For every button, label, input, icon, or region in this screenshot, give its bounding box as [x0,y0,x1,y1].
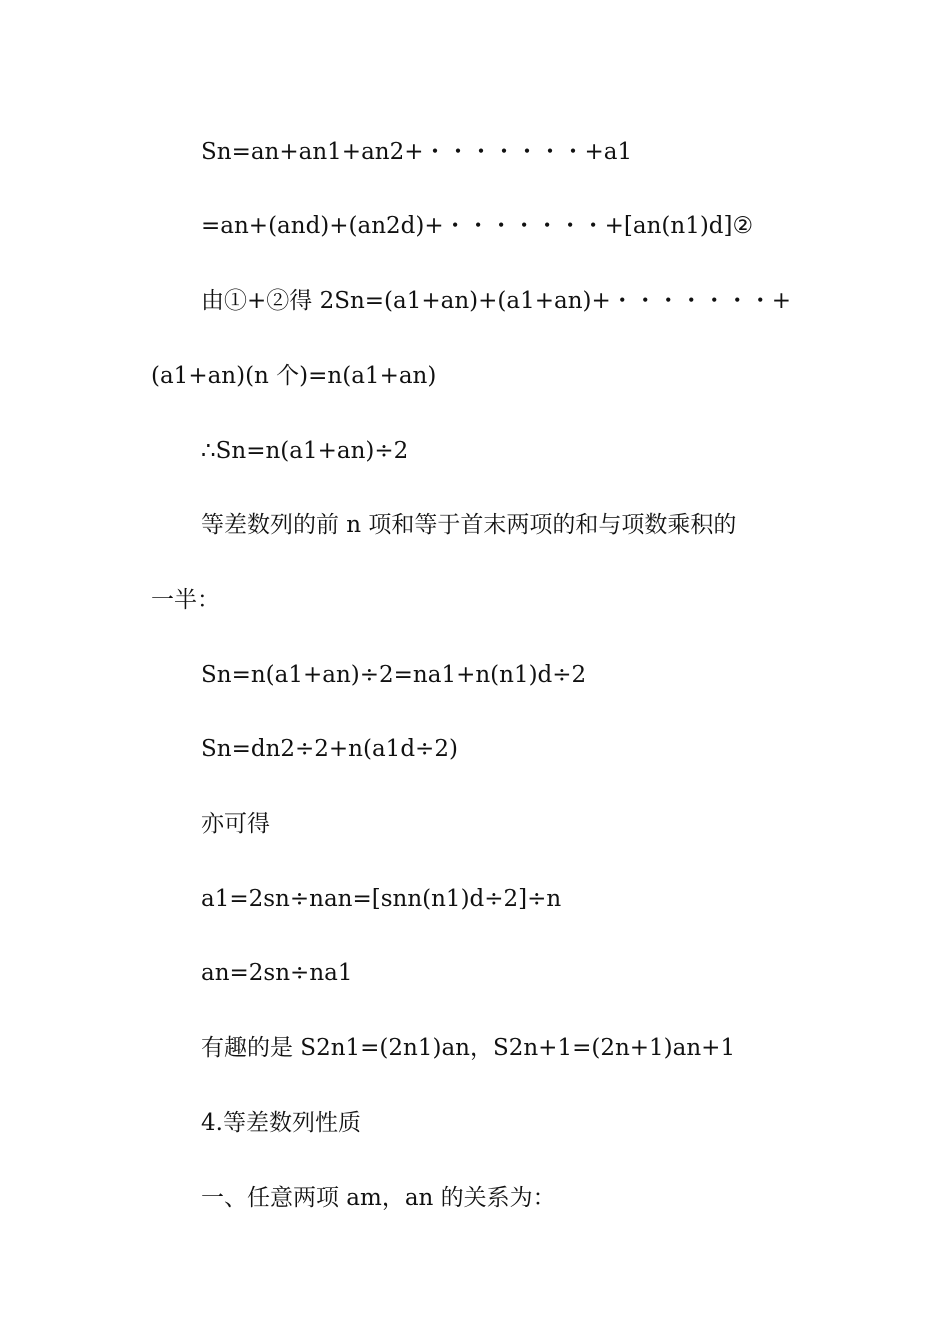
formula-sum-derivation: 由①+②得 2Sn=(a1+an)+(a1+an)+・・・・・・・+ [201,288,792,314]
formula-sn-expanded: Sn=n(a1+an)÷2=na1+n(n1)d÷2 [201,662,587,688]
formula-a1: a1=2sn÷nan=[snn(n1)d÷2]÷n [201,886,562,912]
formula-sum-derivation-cont: (a1+an)(n 个)=n(a1+an) [151,363,437,389]
formula-sn-reverse-expanded: =an+(and)+(an2d)+・・・・・・・+[an(n1)d]② [201,213,754,239]
formula-sn-result: ∴Sn=n(a1+an)÷2 [201,438,409,464]
section-heading-properties: 4.等差数列性质 [201,1110,361,1136]
formula-sn-reverse: Sn=an+an1+an2+・・・・・・・+a1 [201,139,633,165]
formula-an: an=2sn÷na1 [201,960,353,986]
paragraph-sum-property: 等差数列的前 n 项和等于首末两项的和与项数乘积的 [201,512,737,538]
paragraph-sum-property-cont: 一半： [151,587,220,613]
paragraph-interesting: 有趣的是 S2n1=(2n1)an，S2n+1=(2n+1)an+1 [201,1035,736,1061]
subsection-heading-relation: 一、任意两项 am，an 的关系为： [201,1185,556,1211]
formula-sn-quadratic: Sn=dn2÷2+n(a1d÷2) [201,736,458,762]
paragraph-also: 亦可得 [201,811,270,837]
